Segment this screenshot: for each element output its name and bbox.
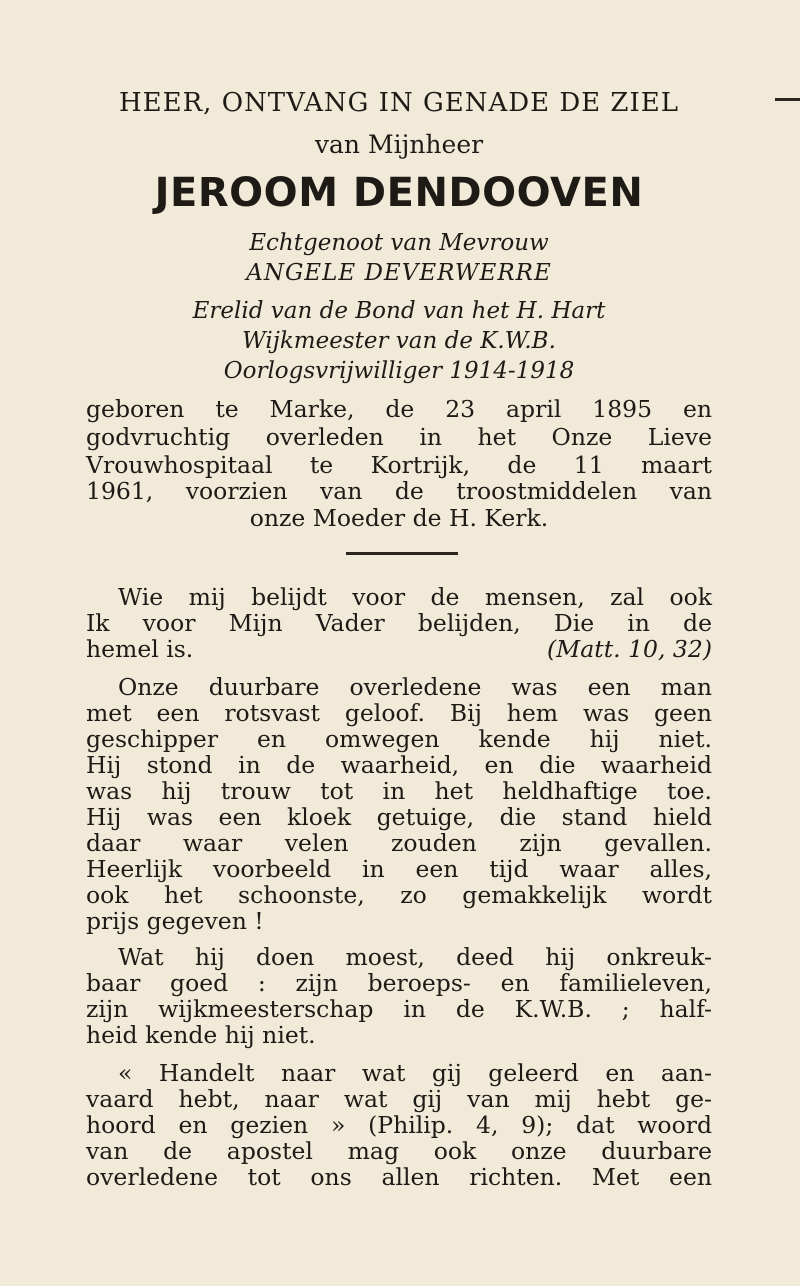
paragraph-line: ook het schoonste, zo gemakkelijk wordt (86, 881, 712, 909)
paragraph-line: Wat hij doen moest, deed hij onkreuk- (118, 943, 712, 971)
quote-line: Wie mij belijdt voor de mensen, zal ook (118, 583, 712, 611)
paragraph-line: overledene tot ons allen richten. Met een (86, 1163, 712, 1191)
quote-line: Ik voor Mijn Vader belijden, Die in de (86, 609, 712, 637)
paragraph-line: « Handelt naar wat gij geleerd en aan- (118, 1059, 712, 1087)
paragraph-line: was hij trouw tot in het heldhaftige toe. (86, 777, 712, 805)
paragraph-line: Hij was een kloek getuige, die stand hield (86, 803, 712, 831)
quote-reference: (Matt. 10, 32) (547, 635, 712, 663)
card-heading: HEER, ONTVANG IN GENADE DE ZIEL (118, 88, 680, 118)
paragraph-line: van de apostel mag ook onze duurbare (86, 1137, 712, 1165)
card-subheading: van Mijnheer (314, 130, 484, 159)
paragraph-line: zijn wijkmeesterschap in de K.W.B. ; half- (86, 995, 712, 1023)
paragraph-line: hoord en gezien » (Philip. 4, 9); dat woord (86, 1111, 712, 1139)
title-line-2: Wijkmeester van de K.W.B. (242, 328, 556, 354)
birth-line: godvruchtig overleden in het Onze Lieve (86, 423, 712, 451)
title-line-3: Oorlogsvrijwilliger 1914-1918 (223, 358, 575, 384)
edge-mark (775, 98, 800, 101)
paragraph-line: daar waar velen zouden zijn gevallen. (86, 829, 712, 857)
deceased-name: JEROOM DENDOOVEN (154, 170, 644, 216)
birth-line: Vrouwhospitaal te Kortrijk, de 11 maart (86, 451, 712, 479)
paragraph-line: prijs gegeven ! (86, 907, 264, 935)
paragraph-line: met een rotsvast geloof. Bij hem was geen (86, 699, 712, 727)
quote-line (86, 636, 712, 662)
title-line-1: Erelid van de Bond van het H. Hart (192, 298, 606, 324)
spouse-line-1: Echtgenoot van Mevrouw (249, 230, 549, 256)
paragraph-line: baar goed : zijn beroeps- en familieleven, (86, 969, 712, 997)
quote-line-text: hemel is. (86, 635, 194, 663)
birth-line: geboren te Marke, de 23 april 1895 en (86, 395, 712, 423)
paragraph-line: geschipper en omwegen kende hij niet. (86, 725, 712, 753)
paragraph-line: heid kende hij niet. (86, 1021, 316, 1049)
birth-line: onze Moeder de H. Kerk. (249, 504, 549, 532)
birth-line: 1961, voorzien van de troostmiddelen van (86, 477, 712, 505)
paragraph-line: Hij stond in de waarheid, en die waarheid (86, 751, 712, 779)
section-divider (346, 552, 458, 555)
paragraph-line: vaard hebt, naar wat gij van mij hebt ge- (86, 1085, 712, 1113)
paragraph-line: Heerlijk voorbeeld in een tijd waar alles, (86, 855, 712, 883)
paragraph-line: Onze duurbare overledene was een man (118, 673, 712, 701)
spouse-line-2: ANGELE DEVERWERRE (246, 260, 552, 286)
